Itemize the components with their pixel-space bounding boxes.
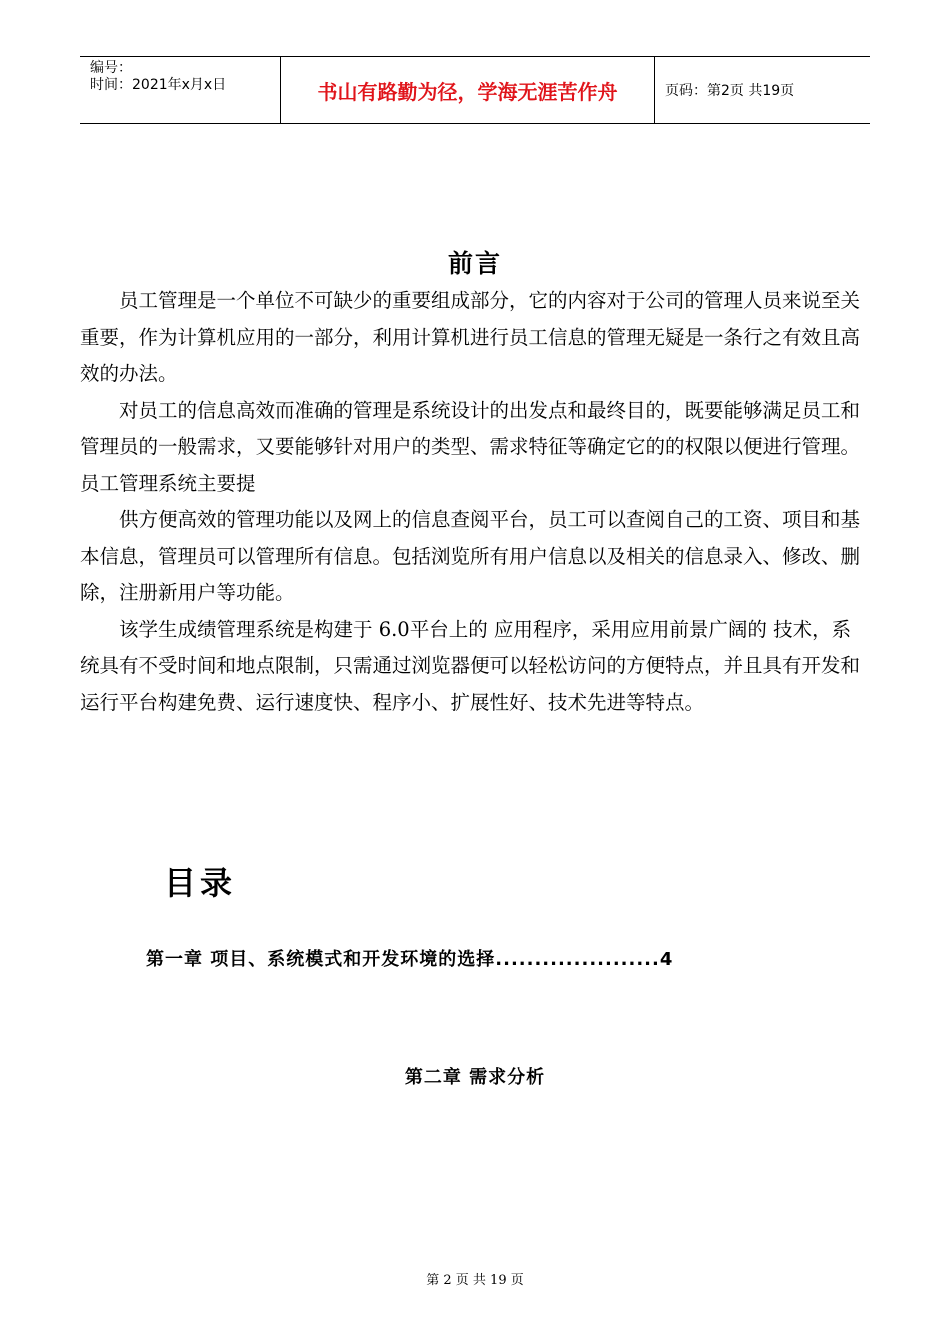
header-motto: 书山有路勤为径，学海无涯苦作舟 [281,57,655,123]
preface-title: 前言 [447,249,502,278]
page-footer: 第 2 页 共 19 页 [426,1273,524,1288]
toc-entry-chapter-2[interactable]: 第二章 需求分析 [404,1067,546,1088]
header-number-label: 编号： [90,60,132,76]
preface-paragraph-4: 该学生成绩管理系统是构建于 6.0平台上的 应用程序，采用应用前景广阔的 技术，系统具有不受时间和地点限制，只需通过浏览器便可以轻松访问的方便特点，并且具有开发和运行平台构建免费、运行速度快、程序小、扩展性好、技术先进等特点。 [80,617,861,714]
header-time-label: 时间：2021年x月x日 [90,77,227,93]
header-meta [80,57,281,123]
preface-paragraph-3: 供方便高效的管理功能以及网上的信息查阅平台，员工可以查阅自己的工资、项目和基本信息，管理员可以管理所有信息。包括浏览所有用户信息以及相关的信息录入、修改、删除，注册新用户等功能。 [80,508,861,604]
header-page-label: 页码：第2页 共19页 [665,83,795,99]
toc-entry-chapter-1[interactable]: 第一章 项目、系统模式和开发环境的选择.....................4 [146,949,674,970]
toc-title: 目录 [164,864,237,902]
preface-paragraph-1: 员工管理是一个单位不可缺少的重要组成部分，它的内容对于公司的管理人员来说至关重要，作为计算机应用的一部分，利用计算机进行员工信息的管理无疑是一条行之有效且高效的办法。 [80,289,861,385]
preface-body [80,283,870,721]
page-header [80,56,870,124]
preface-paragraph-2: 对员工的信息高效而准确的管理是系统设计的出发点和最终目的，既要能够满足员工和管理员的一般需求，又要能够针对用户的类型、需求特征等确定它的的权限以便进行管理。员工管理系统主要提 [80,398,861,495]
